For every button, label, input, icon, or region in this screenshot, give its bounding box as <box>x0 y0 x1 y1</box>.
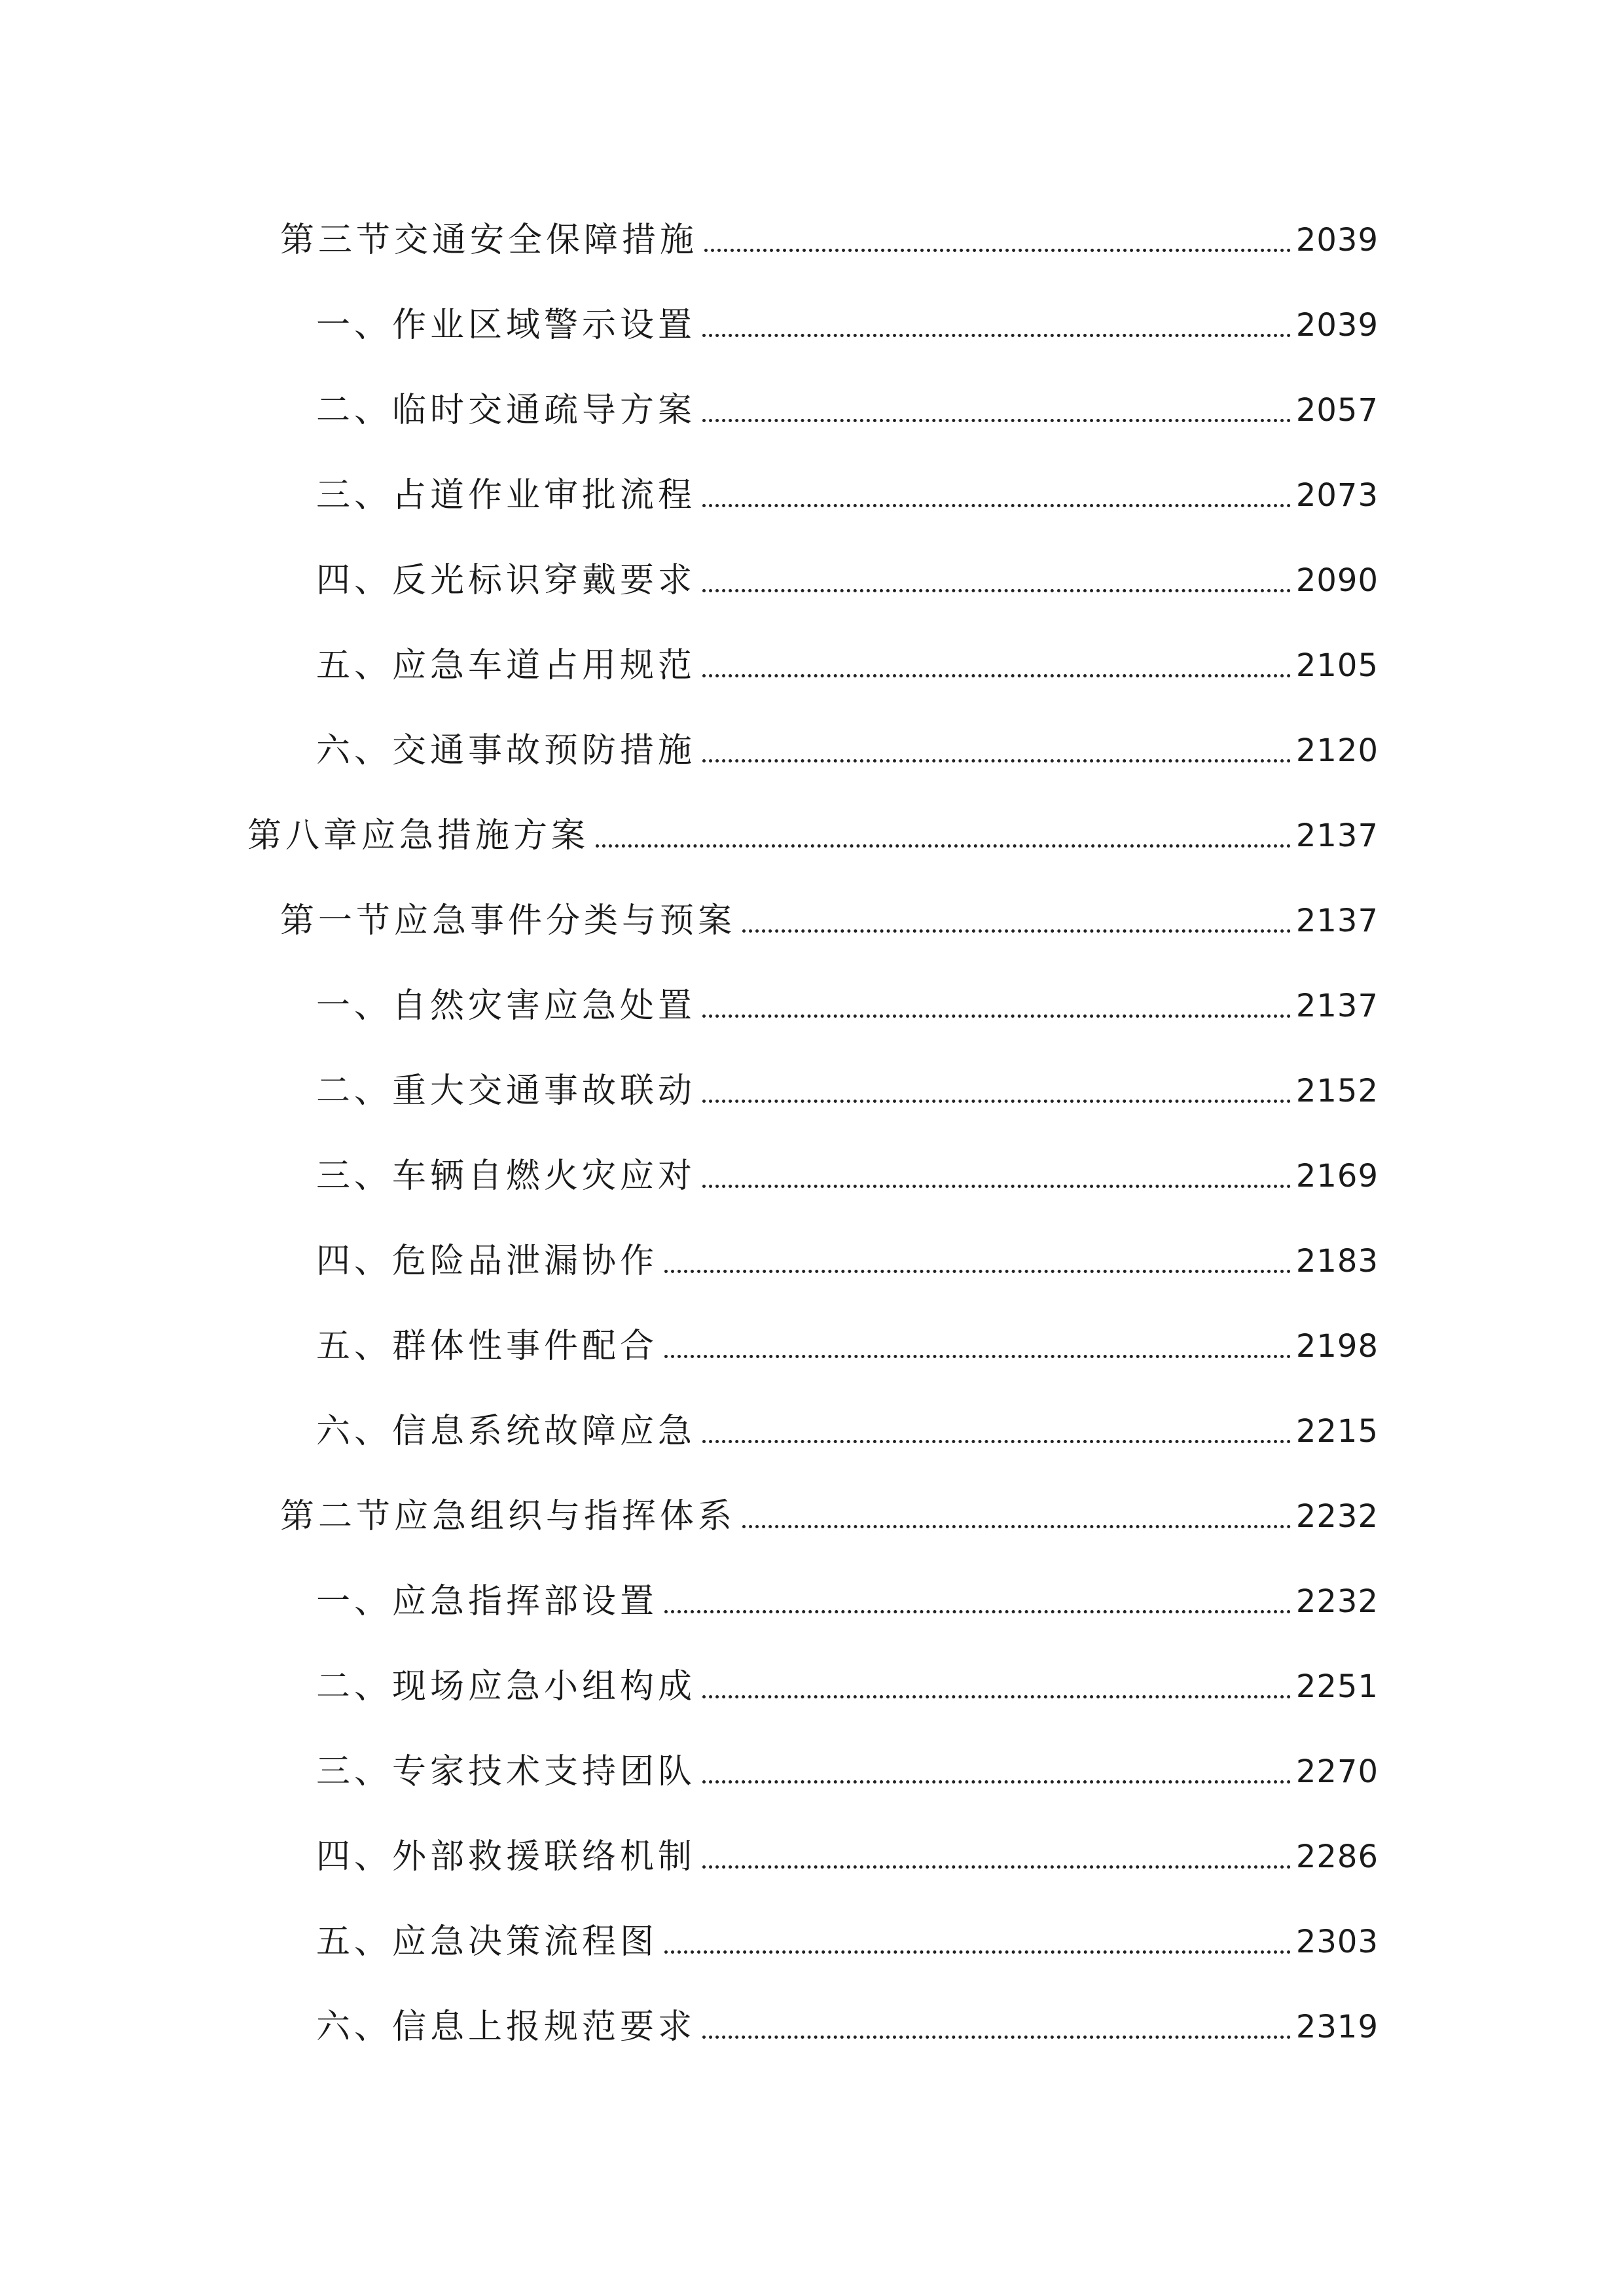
toc-entry-page-number: 2039 <box>1295 222 1379 259</box>
toc-entry-title: 二、重大交通事故联动 <box>316 1071 696 1111</box>
dot-leader <box>664 1355 1291 1358</box>
toc-entry-page-number: 2120 <box>1295 732 1379 769</box>
toc-entry-title: 四、外部救援联络机制 <box>316 1837 696 1876</box>
toc-entry-title: 三、车辆自燃火灾应对 <box>316 1157 696 1196</box>
dot-leader <box>702 1014 1291 1018</box>
toc-entry-item[interactable] <box>316 980 1379 1032</box>
toc-entry-item[interactable] <box>316 1746 1379 1798</box>
dot-leader <box>702 1695 1291 1698</box>
dot-leader <box>704 249 1291 252</box>
dot-leader <box>742 1525 1291 1528</box>
toc-entry-item[interactable] <box>316 639 1379 692</box>
toc-entry-page-number: 2286 <box>1295 1839 1379 1875</box>
dot-leader <box>702 2036 1291 2039</box>
toc-entry-page-number: 2251 <box>1295 1668 1379 1705</box>
toc-entry-title: 五、应急车道占用规范 <box>316 646 696 685</box>
dot-leader <box>742 929 1291 933</box>
toc-entry-page-number: 2183 <box>1295 1243 1379 1280</box>
toc-entry-item[interactable] <box>316 299 1379 351</box>
toc-entry-title: 一、自然灾害应急处置 <box>316 986 696 1026</box>
toc-entry-item[interactable] <box>316 1235 1379 1287</box>
toc-entry-page-number: 2319 <box>1295 2009 1379 2045</box>
toc-entry-page-number: 2198 <box>1295 1328 1379 1365</box>
toc-entry-page-number: 2303 <box>1295 1924 1379 1960</box>
toc-entry-title: 六、信息系统故障应急 <box>316 1412 696 1451</box>
dot-leader <box>702 504 1291 507</box>
dot-leader <box>702 759 1291 762</box>
toc-entry-page-number: 2057 <box>1295 392 1379 429</box>
toc-entry-title: 三、专家技术支持团队 <box>316 1752 696 1791</box>
toc-entry-item[interactable] <box>316 2001 1379 2053</box>
toc-entry-item[interactable] <box>316 384 1379 437</box>
toc-entry-item[interactable] <box>316 1660 1379 1713</box>
toc-entry-item[interactable] <box>316 554 1379 607</box>
toc-entry-title: 第二节应急组织与指挥体系 <box>280 1497 736 1536</box>
toc-entry-title: 四、危险品泄漏协作 <box>316 1242 659 1281</box>
toc-entry-title: 二、临时交通疏导方案 <box>316 391 696 430</box>
toc-entry-item[interactable] <box>316 469 1379 522</box>
toc-entry-title: 第三节交通安全保障措施 <box>280 221 698 260</box>
dot-leader <box>702 1780 1291 1784</box>
toc-entry-item[interactable] <box>316 1405 1379 1458</box>
toc-entry-title: 一、作业区域警示设置 <box>316 306 696 345</box>
toc-entry-item[interactable] <box>316 1320 1379 1372</box>
toc-entry-title: 六、交通事故预防措施 <box>316 731 696 770</box>
toc-entry-title: 二、现场应急小组构成 <box>316 1667 696 1706</box>
dot-leader <box>702 1865 1291 1869</box>
dot-leader <box>702 419 1291 422</box>
dot-leader <box>702 674 1291 677</box>
dot-leader <box>664 1610 1291 1613</box>
toc-entry-page-number: 2270 <box>1295 1753 1379 1790</box>
toc-entry-item[interactable] <box>316 1150 1379 1202</box>
dot-leader <box>702 1185 1291 1188</box>
toc-entry-item[interactable] <box>316 725 1379 777</box>
toc-entry-section[interactable] <box>280 214 1379 266</box>
toc-entry-title: 五、应急决策流程图 <box>316 1922 659 1962</box>
toc-entry-title: 六、信息上报规范要求 <box>316 2007 696 2047</box>
toc-entry-title: 一、应急指挥部设置 <box>316 1582 659 1621</box>
toc-entry-item[interactable] <box>316 1831 1379 1883</box>
toc-entry-section[interactable] <box>280 895 1379 947</box>
toc-entry-page-number: 2073 <box>1295 477 1379 514</box>
toc-entry-title: 四、反光标识穿戴要求 <box>316 561 696 600</box>
dot-leader <box>664 1950 1291 1954</box>
toc-entry-item[interactable] <box>316 1065 1379 1117</box>
toc-entry-page-number: 2039 <box>1295 307 1379 344</box>
toc-entry-page-number: 2090 <box>1295 562 1379 599</box>
toc-entry-page-number: 2232 <box>1295 1498 1379 1535</box>
dot-leader <box>702 1440 1291 1443</box>
toc-entry-page-number: 2215 <box>1295 1413 1379 1450</box>
toc-entry-page-number: 2137 <box>1295 903 1379 939</box>
dot-leader <box>596 844 1291 848</box>
dot-leader <box>702 1100 1291 1103</box>
toc-entry-item[interactable] <box>316 1575 1379 1628</box>
dot-leader <box>702 589 1291 592</box>
toc-entry-page-number: 2137 <box>1295 817 1379 854</box>
toc-entry-page-number: 2137 <box>1295 988 1379 1024</box>
dot-leader <box>702 334 1291 337</box>
toc-entry-section[interactable] <box>280 1490 1379 1543</box>
toc-entry-item[interactable] <box>316 1916 1379 1968</box>
dot-leader <box>664 1270 1291 1273</box>
toc-entry-page-number: 2232 <box>1295 1583 1379 1620</box>
toc-entry-page-number: 2152 <box>1295 1073 1379 1109</box>
toc-entry-title: 第一节应急事件分类与预案 <box>280 901 736 941</box>
toc-entry-title: 五、群体性事件配合 <box>316 1327 659 1366</box>
toc-entry-page-number: 2169 <box>1295 1158 1379 1194</box>
toc-entry-title: 第八章应急措施方案 <box>247 816 590 855</box>
toc-entry-chapter[interactable] <box>247 810 1379 862</box>
toc-entry-page-number: 2105 <box>1295 647 1379 684</box>
toc-entry-title: 三、占道作业审批流程 <box>316 476 696 515</box>
